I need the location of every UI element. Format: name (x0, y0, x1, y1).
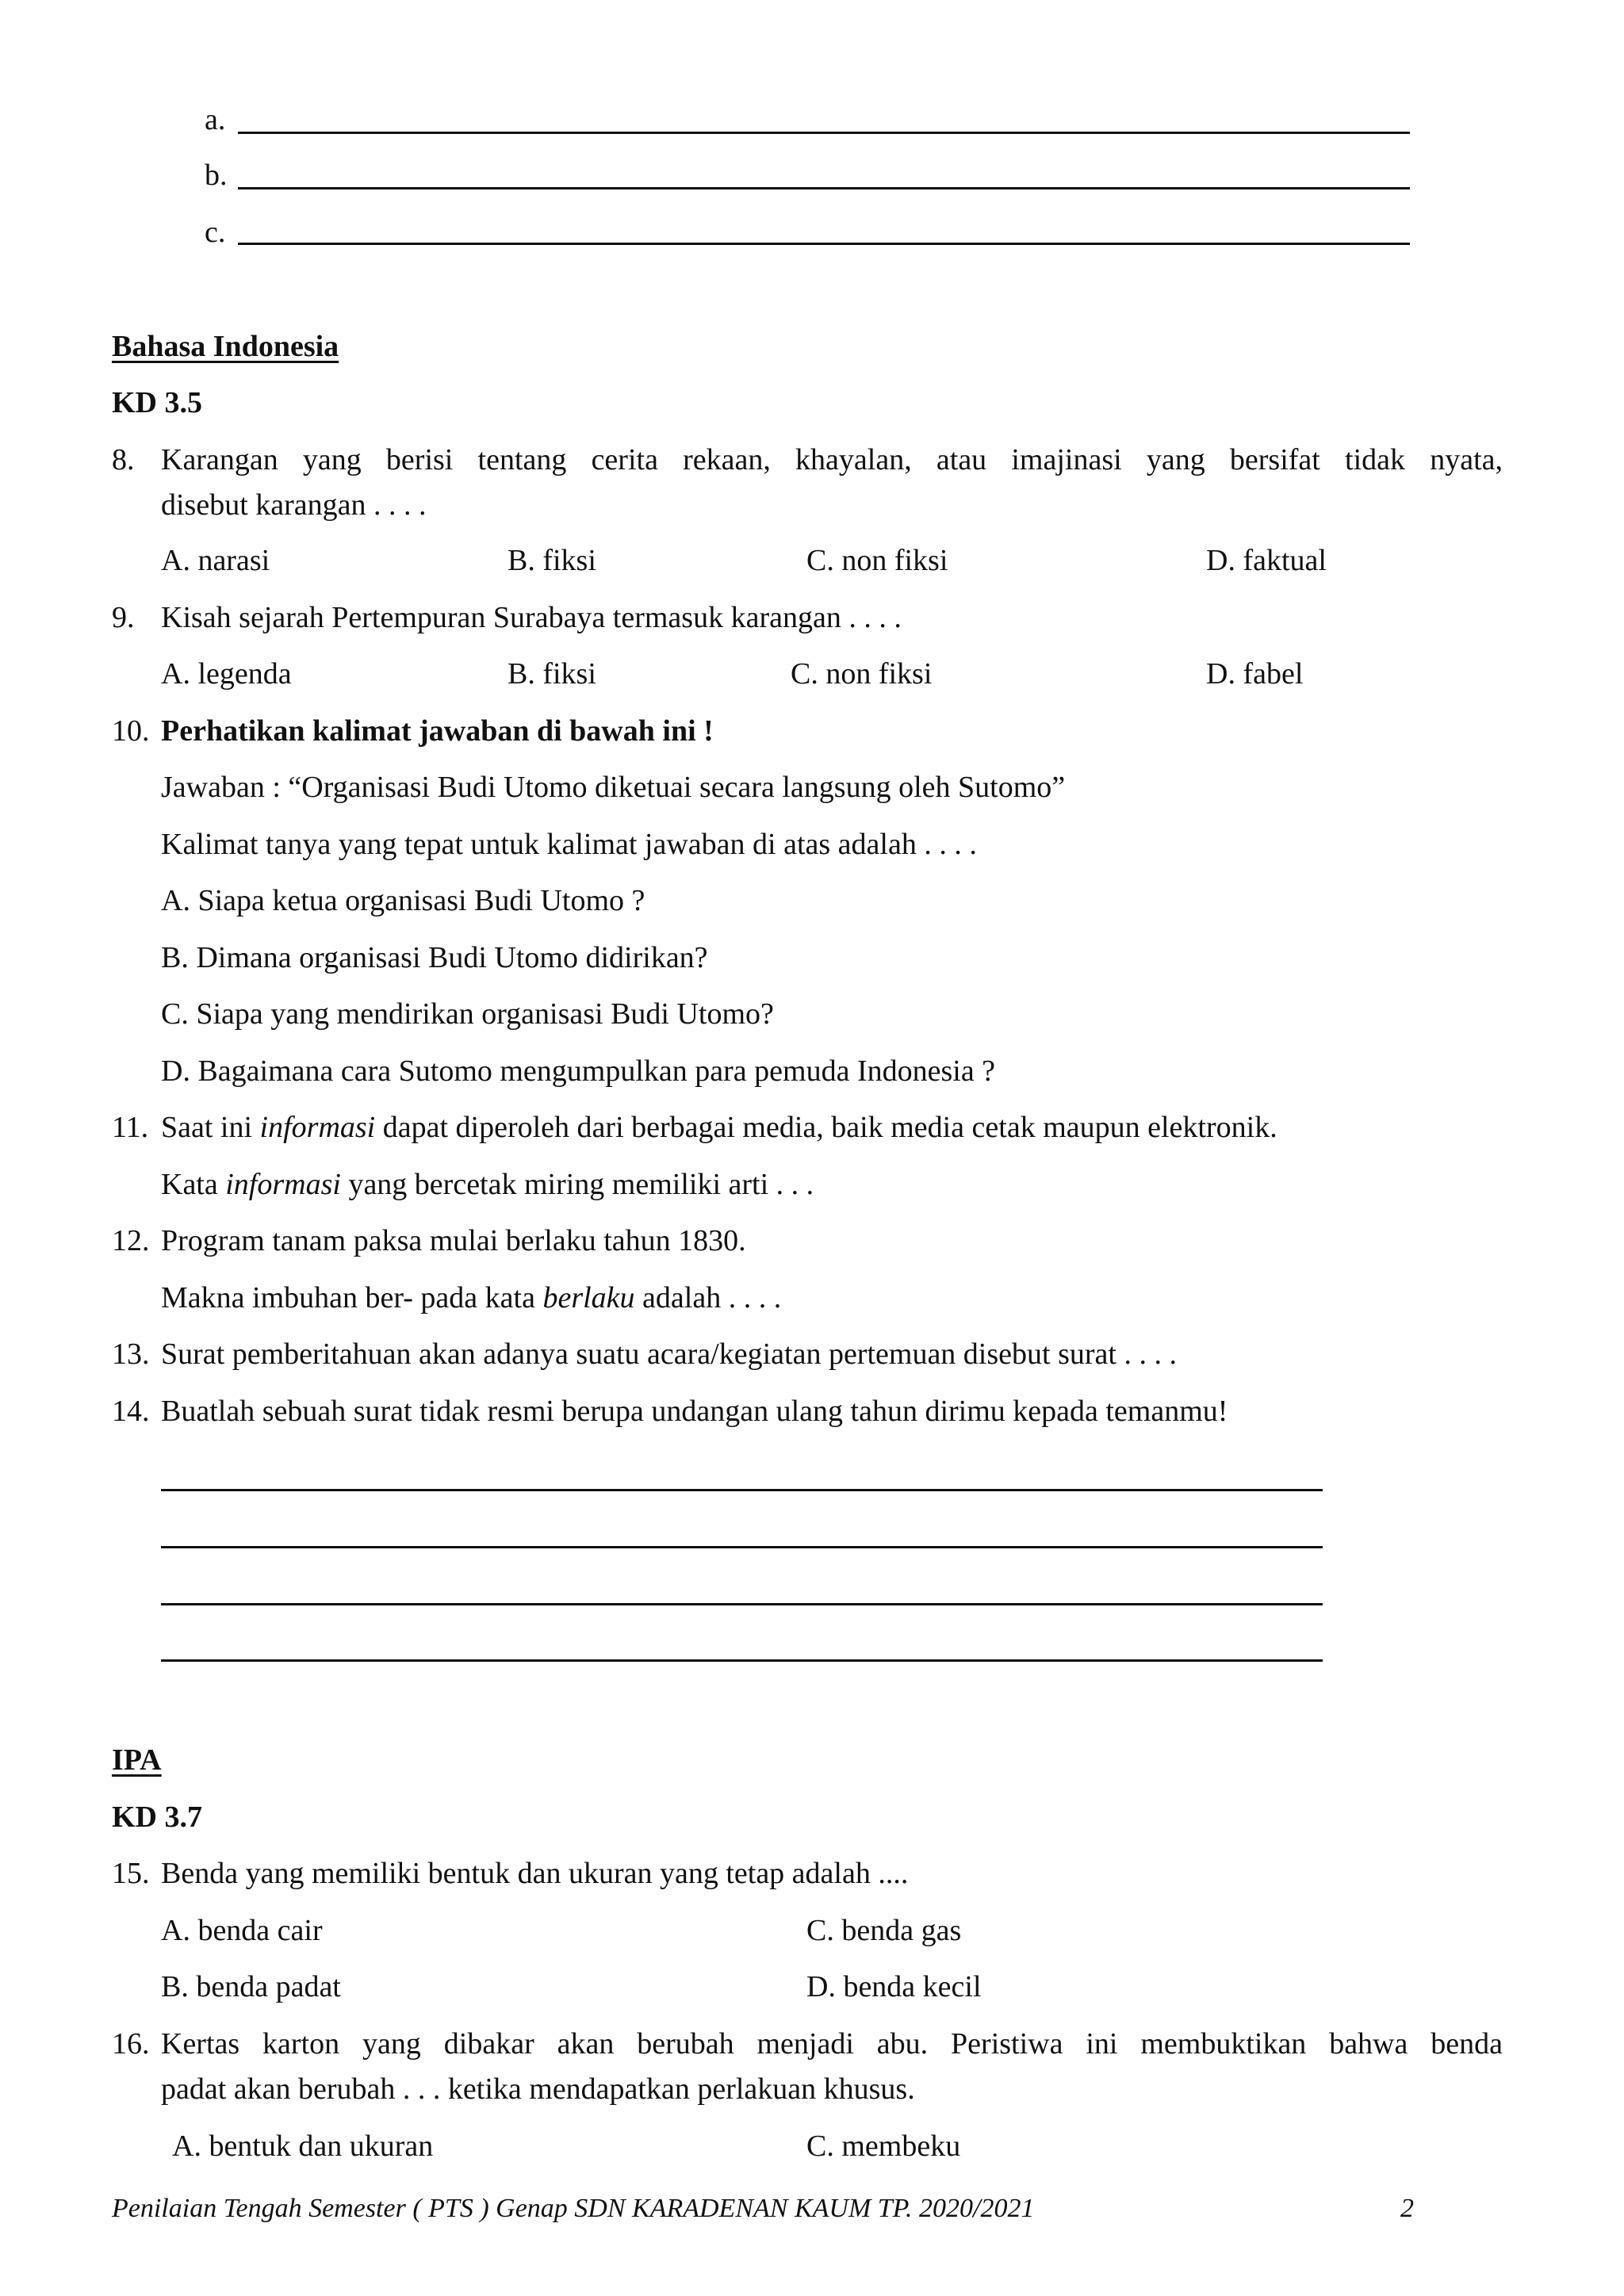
q16-option-c[interactable]: C. membeku (806, 2130, 961, 2163)
answer-line-a[interactable] (238, 132, 1410, 134)
q9-option-b[interactable]: B. fiksi (508, 657, 596, 691)
question-10-answer: Jawaban : “Organisasi Budi Utomo diketuai secara langsung oleh Sutomo” (161, 771, 1066, 804)
q8-option-c[interactable]: C. non fiksi (806, 544, 948, 577)
question-number-11: 11. (112, 1111, 149, 1144)
question-8-line1: Karangan yang berisi tentang cerita rekaan, khayalan, atau imajinasi yang bersifat tidak nyata, (161, 443, 1503, 476)
q14-answer-line-1[interactable] (161, 1489, 1323, 1491)
section-title-bahasa-indonesia: Bahasa Indonesia (112, 330, 339, 363)
answer-line-b[interactable] (238, 187, 1410, 189)
q9-option-d[interactable]: D. fabel (1206, 657, 1304, 691)
question-number-8: 8. (112, 443, 135, 476)
question-number-14: 14. (112, 1395, 150, 1428)
question-16-line1: Kertas karton yang dibakar akan berubah menjadi abu. Peristiwa ini membuktikan bahwa benda (161, 2027, 1503, 2061)
q9-option-a[interactable]: A. legenda (161, 657, 292, 691)
q10-option-b[interactable]: B. Dimana organisasi Budi Utomo didirikan? (161, 941, 708, 974)
q9-option-c[interactable]: C. non fiksi (791, 657, 933, 691)
q15-option-c[interactable]: C. benda gas (806, 1914, 962, 1947)
answer-label-a: a. (205, 103, 226, 136)
q10-option-c[interactable]: C. Siapa yang mendirikan organisasi Budi Utomo? (161, 997, 774, 1031)
q14-answer-line-4[interactable] (161, 1659, 1323, 1662)
question-12-text: Program tanam paksa mulai berlaku tahun 1830. (161, 1224, 746, 1257)
question-number-9: 9. (112, 601, 135, 634)
question-9-text: Kisah sejarah Pertempuran Surabaya termasuk karangan . . . . (161, 601, 902, 634)
q15-option-d[interactable]: D. benda kecil (806, 1970, 982, 2003)
q14-answer-line-3[interactable] (161, 1603, 1323, 1605)
q16-option-a[interactable]: A. bentuk dan ukuran (172, 2130, 434, 2163)
kd-label-3-5: KD 3.5 (112, 386, 202, 419)
question-13-text: Surat pemberitahuan akan adanya suatu acara/kegiatan pertemuan disebut surat . . . . (161, 1337, 1177, 1371)
q10-option-d[interactable]: D. Bagaimana cara Sutomo mengumpulkan para pemuda Indonesia ? (161, 1054, 996, 1088)
question-number-10: 10. (112, 714, 150, 748)
q8-option-a[interactable]: A. narasi (161, 544, 270, 577)
question-number-12: 12. (112, 1224, 150, 1257)
section-title-ipa: IPA (112, 1743, 162, 1777)
question-11-line1: Saat ini informasi dapat diperoleh dari berbagai media, baik media cetak maupun elektronik. (161, 1111, 1277, 1144)
q15-option-b[interactable]: B. benda padat (161, 1970, 341, 2003)
answer-line-c[interactable] (238, 243, 1410, 245)
page-footer-text: Penilaian Tengah Semester ( PTS ) Genap SDN KARADENAN KAUM TP. 2020/2021 (112, 2194, 1035, 2223)
question-10-prompt: Kalimat tanya yang tepat untuk kalimat jawaban di atas adalah . . . . (161, 828, 977, 861)
question-15-text: Benda yang memiliki bentuk dan ukuran yang tetap adalah .... (161, 1857, 909, 1890)
kd-label-3-7: KD 3.7 (112, 1800, 202, 1834)
q15-option-a[interactable]: A. benda cair (161, 1914, 323, 1947)
question-16-line2: padat akan berubah . . . ketika mendapatkan perlakuan khusus. (161, 2072, 915, 2106)
q8-option-b[interactable]: B. fiksi (508, 544, 596, 577)
question-number-16: 16. (112, 2027, 150, 2061)
page-number: 2 (1400, 2194, 1414, 2223)
q8-option-d[interactable]: D. faktual (1206, 544, 1327, 577)
answer-label-b: b. (205, 159, 228, 192)
question-number-13: 13. (112, 1337, 150, 1371)
answer-label-c: c. (205, 216, 226, 249)
question-8-line2: disebut karangan . . . . (161, 488, 427, 522)
question-11-line2: Kata informasi yang bercetak miring memiliki arti . . . (161, 1168, 814, 1201)
question-number-15: 15. (112, 1857, 150, 1890)
question-10-instruction: Perhatikan kalimat jawaban di bawah ini ! (161, 714, 714, 748)
q14-answer-line-2[interactable] (161, 1546, 1323, 1548)
q10-option-a[interactable]: A. Siapa ketua organisasi Budi Utomo ? (161, 884, 645, 917)
question-14-text: Buatlah sebuah surat tidak resmi berupa undangan ulang tahun dirimu kepada temanmu! (161, 1395, 1228, 1428)
question-12-line2: Makna imbuhan ber- pada kata berlaku adalah . . . . (161, 1281, 782, 1314)
